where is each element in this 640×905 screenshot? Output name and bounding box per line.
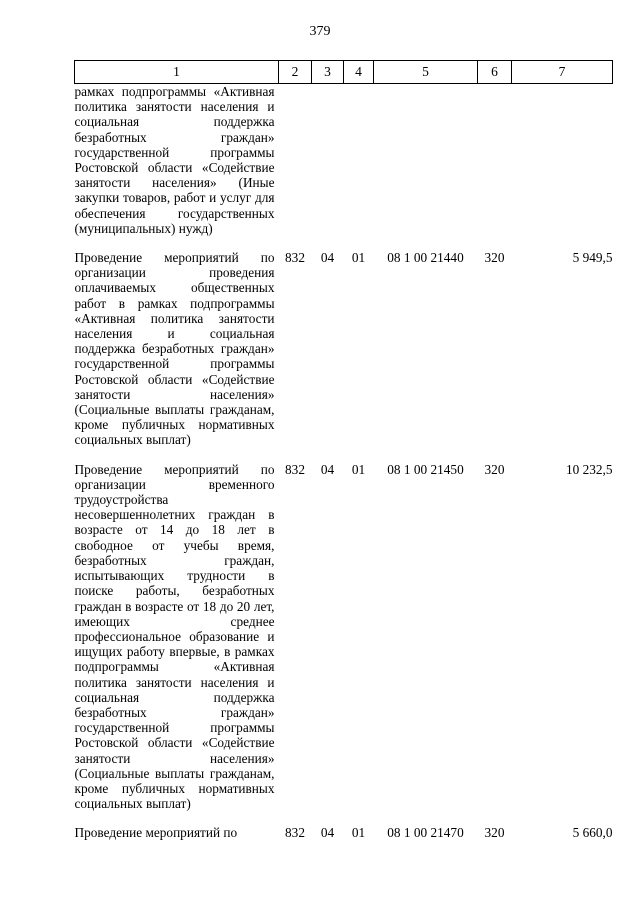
subsection-code: 01 <box>351 825 366 841</box>
ministry-code: 832 <box>285 461 305 477</box>
column-header-2: 2 <box>279 61 312 84</box>
target-article-code: 08 1 00 21470 <box>387 825 464 841</box>
table-row <box>75 250 613 448</box>
subsection-code <box>344 84 374 237</box>
column-header-5: 5 <box>374 61 478 84</box>
table-row <box>75 825 613 840</box>
target-article-code: 08 1 00 21440 <box>387 250 464 266</box>
ministry-code: 832 <box>285 250 305 266</box>
row-description: рамках подпрограммы «Активная политика занятости населения и социальная поддержка безработных граждан» государственной программы Ростовской области «Содействие занятости населения» (Иные закупки товаров, работ и услуг для обеспечения государственных (муниципальных) нужд) <box>74 84 275 236</box>
section-code: 04 <box>320 250 335 266</box>
column-header-4: 4 <box>344 61 374 84</box>
expense-type-code <box>478 84 512 237</box>
column-header-7: 7 <box>512 61 613 84</box>
expense-type-code: 320 <box>484 825 505 841</box>
expense-type-code: 320 <box>484 461 505 477</box>
table-row <box>75 84 613 237</box>
amount: 5 660,0 <box>572 825 613 841</box>
target-article-code: 08 1 00 21450 <box>387 461 464 477</box>
row-description: Проведение мероприятий по организации проведения оплачиваемых общественных работ в рамках подпрограммы «Активная политика занятости населения и социальная поддержка безработных граждан» государственной программы Ростовской области «Содействие занятости населения» (Социальные выплаты гражданам, кроме публичных нормативных социальных выплат) <box>74 250 275 448</box>
subsection-code: 01 <box>351 250 366 266</box>
section-code: 04 <box>320 825 335 841</box>
ministry-code: 832 <box>285 825 305 841</box>
target-article-code <box>374 84 478 237</box>
table-header <box>75 61 613 84</box>
section-code <box>312 84 344 237</box>
amount <box>512 84 613 237</box>
column-header-1: 1 <box>75 61 279 84</box>
row-description: Проведение мероприятий по <box>74 825 238 841</box>
column-header-6: 6 <box>478 61 512 84</box>
ministry-code <box>279 84 312 237</box>
table-row <box>75 462 613 812</box>
budget-table <box>74 60 613 841</box>
amount: 5 949,5 <box>572 250 613 266</box>
row-description: Проведение мероприятий по организации временного трудоустройства несовершеннолетних граждан в возрасте от 14 до 18 лет в свободное от учебы время, безработных граждан, испытывающих трудности в поиске работы, безработных граждан в возрасте от 18 до 20 лет, имеющих среднее профессиональное образование и ищущих работу впервые, в рамках подпрограммы «Активная политика занятости населения и социальная поддержка безработных граждан» государственной программы Ростовской области «Содействие занятости населения» (Социальные выплаты гражданам, кроме публичных нормативных социальных выплат) <box>74 461 275 812</box>
section-code: 04 <box>320 461 335 477</box>
column-header-3: 3 <box>312 61 344 84</box>
amount: 10 232,5 <box>565 461 613 477</box>
page-number: 379 <box>309 24 331 39</box>
expense-type-code: 320 <box>484 250 505 266</box>
subsection-code: 01 <box>351 461 366 477</box>
